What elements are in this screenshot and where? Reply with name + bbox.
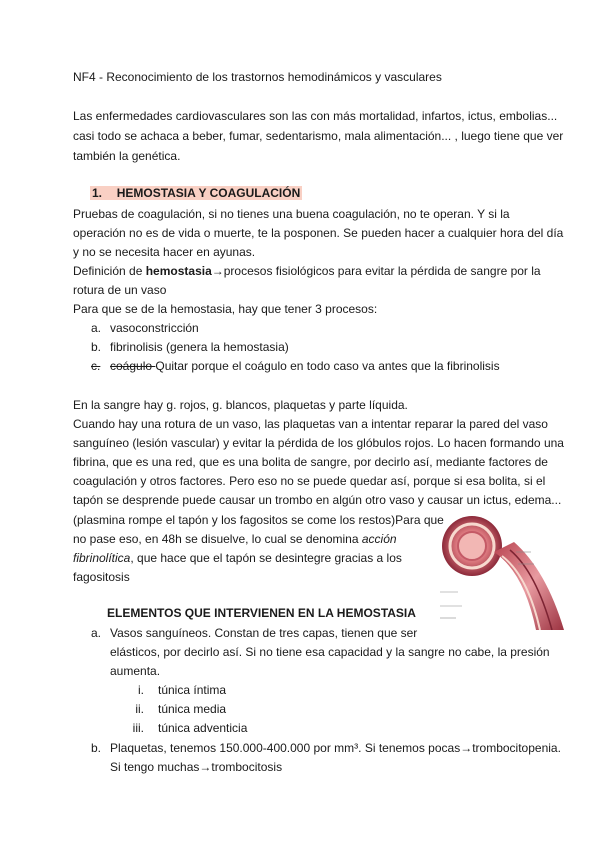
intro-line-1: Las enfermedades cardiovasculares son las con más mortalidad, infartos, ictus, embolias... <box>73 109 558 123</box>
list-item <box>91 357 500 376</box>
section-1-title: HEMOSTASIA Y COAGULACIÓN <box>116 186 301 200</box>
list-marker: iii. <box>132 721 144 735</box>
list-item-text: Quitar porque el coágulo en todo caso va antes que la fibrinolisis <box>155 359 500 373</box>
list-item-text: túnica adventicia <box>158 721 248 735</box>
list-item-text: túnica media <box>158 702 227 716</box>
section-1-heading <box>90 184 302 203</box>
paragraph-text: no pase eso, en 48h se disuelve, lo cual se denomina <box>73 532 362 546</box>
list-marker: b. <box>91 340 102 354</box>
list-marker: i. <box>138 683 144 697</box>
list-item-continuation: elásticos, por decirlo así. Si no tiene esa capacidad y la sangre no cabe, la presión <box>110 645 550 659</box>
definition-term: hemostasia <box>145 264 212 278</box>
blood-vessel-diagram <box>436 512 564 630</box>
list-item-text: Vasos sanguíneos. Constan de tres capas, tienen que ser <box>110 626 418 640</box>
section-1-number: 1. <box>92 186 103 200</box>
document-title: NF4 - Reconocimiento de los trastornos hemodinámicos y vasculares <box>73 70 442 84</box>
list-item-text: fibrinolisis (genera la hemostasia) <box>110 340 289 354</box>
emphasis-text: fibrinolítica <box>73 551 131 565</box>
processes-intro: Para que se de la hemostasia, hay que tener 3 procesos: <box>73 302 378 316</box>
struck-text: coágulo <box>110 359 156 373</box>
paragraph-line: (plasmina rompe el tapón y los fagositos se come los restos)Para que <box>73 513 444 527</box>
list-item-text: vasoconstricción <box>110 321 199 335</box>
list-marker: c. <box>91 359 101 373</box>
paragraph-line: y no se necesita hacer en ayunas. <box>73 245 256 259</box>
paragraph-line: coagulación y otros factores. Pero eso no se puede quedar así, porque si esa bolita, si el <box>73 474 546 488</box>
list-item <box>91 624 417 643</box>
definition-text: →procesos fisiológicos para evitar la pérdida de sangre por la <box>211 264 541 278</box>
emphasis-text: acción <box>361 532 397 546</box>
paragraph-line <box>73 530 397 549</box>
paragraph-line: tapón se desprende puede causar un trombo en algún otro vaso y causar un ictus, edema... <box>73 493 562 507</box>
sub-list-item <box>118 700 226 719</box>
paragraph-line: Cuando hay una rotura de un vaso, las plaquetas van a intentar reparar la pared del vaso <box>73 417 548 431</box>
section-2-title: ELEMENTOS QUE INTERVIENEN EN LA HEMOSTASIA <box>107 606 416 620</box>
paragraph-line <box>73 549 402 568</box>
intro-line-3: también la genética. <box>73 149 181 163</box>
definition-line <box>73 262 541 281</box>
paragraph-line: operación no es de vida o muerte, te la posponen. Se pueden hacer a cualquier hora del día <box>73 226 564 240</box>
list-marker: a. <box>91 321 102 335</box>
list-marker: a. <box>91 626 102 640</box>
definition-line-2: rotura de un vaso <box>73 283 167 297</box>
paragraph-line: fibrina, que es una red, que es una bolita de sangre, por decirlo así, mediante factores de <box>73 455 548 469</box>
paragraph-line: fagositosis <box>73 570 130 584</box>
paragraph-line: En la sangre hay g. rojos, g. blancos, plaquetas y parte líquida. <box>73 398 408 412</box>
list-item <box>91 319 199 338</box>
list-item-continuation: Si tengo muchas→trombocitosis <box>110 760 283 774</box>
vessel-longitudinal <box>494 542 564 630</box>
definition-prefix: Definición de <box>73 264 146 278</box>
paragraph-line: sanguíneo (lesión vascular) y evitar la pérdida de los glóbulos rojos. Lo hacen formando una <box>73 436 564 450</box>
list-marker: b. <box>91 741 102 755</box>
list-item <box>91 338 289 357</box>
paragraph-line: Pruebas de coagulación, si no tienes una buena coagulación, no te operan. Y si la <box>73 207 510 221</box>
list-item-continuation: aumenta. <box>110 664 161 678</box>
list-item <box>91 739 561 758</box>
paragraph-text: , que hace que el tapón se desintegre gracias a los <box>130 551 402 565</box>
sub-list-item <box>118 681 226 700</box>
list-item-text: túnica íntima <box>158 683 227 697</box>
section-2-heading <box>107 604 416 623</box>
list-item-text: Plaquetas, tenemos 150.000-400.000 por mm³. Si tenemos pocas→trombocitopenia. <box>110 741 561 755</box>
sub-list-item <box>118 719 247 738</box>
list-marker: ii. <box>135 702 144 716</box>
intro-line-2: casi todo se achaca a beber, fumar, sedentarismo, mala alimentación... , luego tiene que ver <box>73 129 564 143</box>
